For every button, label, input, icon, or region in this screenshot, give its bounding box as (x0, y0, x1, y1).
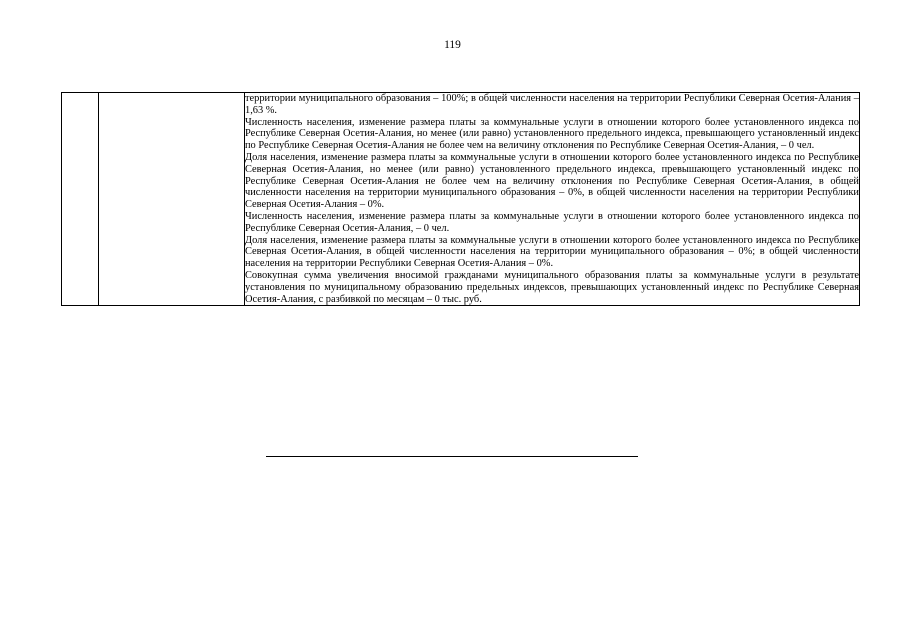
page-number: 119 (444, 39, 461, 51)
footer-separator-line (266, 456, 638, 457)
table-row (62, 93, 860, 306)
paragraph-population-within-limit: Численность населения, изменение размера платы за коммунальные услуги в отношении которого более установленного индекса по Республике Северная Осетия-Алания, но менее (или равно) установленного предельного индекса, превышающего установленный индекс по Республике Северная Осетия-Алания не более чем на величину отклонения по Республике Северная Осетия-Алания, – 0 чел. (245, 116, 859, 152)
table-cell-number (62, 93, 99, 306)
table-cell-description (245, 93, 860, 306)
document-table (61, 92, 860, 306)
paragraph-total-increase: Совокупная сумма увеличения вносимой гражданами муниципального образования платы за коммунальные услуги в результате установления по муниципальному образованию предельных индексов, превышающих установленный индекс по Республике Северная Осетия-Алания, с разбивкой по месяцам – 0 тыс. руб. (245, 269, 859, 305)
paragraph-population-above-index: Численность населения, изменение размера платы за коммунальные услуги в отношении которого более установленного индекса по Республике Северная Осетия-Алания, – 0 чел. (245, 210, 859, 234)
paragraph-territory-share: территории муниципального образования – 100%; в общей численности населения на территории Республики Северная Осетия-Алания – 1,63 %. (245, 93, 859, 116)
table-cell-name (99, 93, 245, 306)
paragraph-share-within-limit: Доля населения, изменение размера платы за коммунальные услуги в отношении которого более установленного индекса по Республике Северная Осетия-Алания, но менее (или равно) установленного предельного индекса, превышающего установленный индекс по Республике Северная Осетия-Алания не более чем на величину отклонения по Республике Северная Осетия-Алания, в общей численности населения на территории муниципального образования – 0%, в общей численности населения на территории Республики Северная Осетия-Алания – 0%. (245, 151, 859, 211)
paragraph-share-above-index: Доля населения, изменение размера платы за коммунальные услуги в отношении которого более установленного индекса по Республике Северная Осетия-Алания, в общей численности населения на территории муниципального образования – 0%; в общей численности населения на территории Республики Северная Осетия-Алания – 0%. (245, 234, 859, 270)
